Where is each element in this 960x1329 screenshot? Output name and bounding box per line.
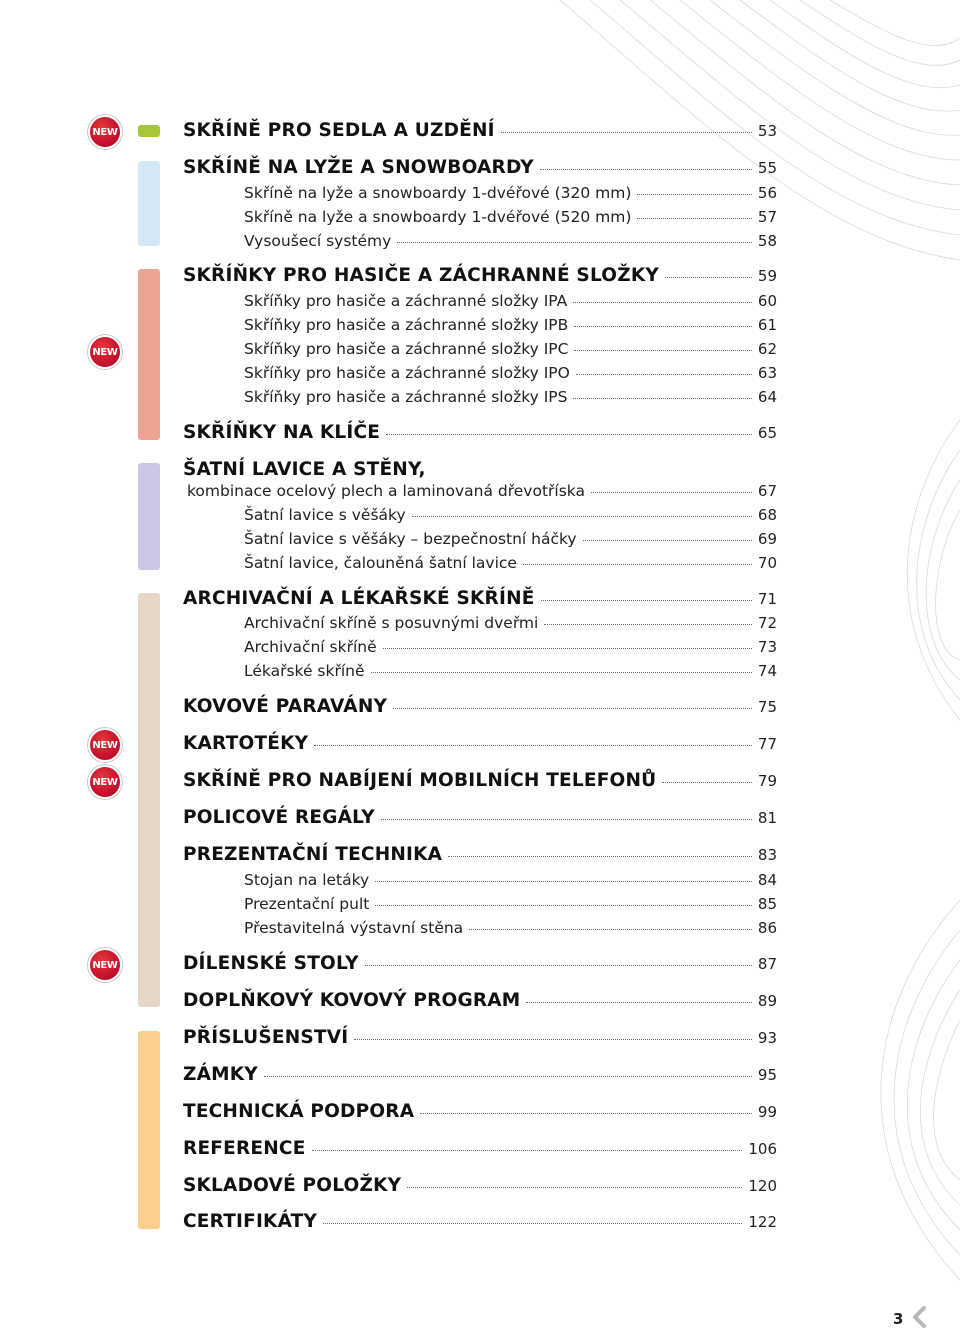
toc-title: Skříňky pro hasiče a záchranné složky IPB <box>244 316 569 334</box>
toc-subentry[interactable] <box>244 340 777 358</box>
toc-subentry[interactable] <box>244 506 777 524</box>
dot-leader <box>375 905 752 906</box>
toc-subentry[interactable] <box>244 895 777 913</box>
toc-page: 73 <box>757 638 777 656</box>
dot-leader <box>264 1076 752 1077</box>
toc-page: 65 <box>757 424 777 442</box>
toc-title: ARCHIVAČNÍ A LÉKAŘSKÉ SKŘÍNĚ <box>183 588 535 609</box>
toc-entry[interactable] <box>183 807 777 828</box>
toc-page: 70 <box>757 554 777 572</box>
toc-title: PŘÍSLUŠENSTVÍ <box>183 1027 349 1048</box>
toc-title: Šatní lavice, čalouněná šatní lavice <box>244 554 517 572</box>
dot-leader <box>573 302 752 303</box>
new-badge: NEW <box>90 117 120 147</box>
dot-leader <box>591 492 752 493</box>
dot-leader <box>665 277 752 278</box>
dot-leader <box>574 350 751 351</box>
dot-leader <box>393 708 752 709</box>
dot-leader <box>375 881 752 882</box>
toc-subentry[interactable] <box>244 364 777 382</box>
toc-entry[interactable] <box>183 422 777 443</box>
toc-entry[interactable] <box>183 733 777 754</box>
dot-leader <box>412 516 752 517</box>
toc-title: SKŘÍNĚ PRO SEDLA A UZDĚNÍ <box>183 120 495 141</box>
toc-page: 55 <box>757 159 777 177</box>
toc-title: Šatní lavice s věšáky <box>244 506 406 524</box>
toc-page: 81 <box>757 809 777 827</box>
toc-subentry[interactable] <box>244 208 777 226</box>
toc-title: SKŘÍŇKY NA KLÍČE <box>183 422 381 443</box>
toc-page: 74 <box>757 662 777 680</box>
dot-leader <box>662 782 752 783</box>
toc-title: Prezentační pult <box>244 895 370 913</box>
toc-title: Vysoušecí systémy <box>244 232 392 250</box>
toc-entry[interactable] <box>183 265 777 286</box>
toc-page: 87 <box>757 955 777 973</box>
toc-subentry[interactable] <box>244 638 777 656</box>
toc-title: Skříně na lyže a snowboardy 1-dvéřové (520 mm) <box>244 208 632 226</box>
toc-page: 93 <box>757 1029 777 1047</box>
dot-leader <box>637 218 751 219</box>
dot-leader <box>540 169 752 170</box>
dot-leader <box>573 398 751 399</box>
dot-leader <box>381 819 752 820</box>
toc-entry[interactable] <box>183 1138 777 1159</box>
dot-leader <box>576 374 752 375</box>
toc-entry[interactable] <box>183 120 777 141</box>
toc-subentry[interactable] <box>244 316 777 334</box>
toc-page: 56 <box>757 184 777 202</box>
category-bar-red <box>138 269 160 440</box>
dot-leader <box>448 856 752 857</box>
toc-page: 89 <box>757 992 777 1010</box>
toc-page: 67 <box>757 482 777 500</box>
toc-title: SKŘÍNĚ NA LYŽE A SNOWBOARDY <box>183 157 534 178</box>
toc-page: 79 <box>757 772 777 790</box>
new-badge: NEW <box>90 950 120 980</box>
toc-page: 122 <box>748 1213 777 1231</box>
toc-page: 53 <box>757 122 777 140</box>
toc-subentry[interactable] <box>244 292 777 310</box>
toc-subentry[interactable] <box>244 232 777 250</box>
toc-title: Stojan na letáky <box>244 871 370 889</box>
toc-page: 85 <box>757 895 777 913</box>
toc-entry[interactable] <box>183 1101 777 1122</box>
new-badge: NEW <box>90 767 120 797</box>
dot-leader <box>312 1150 743 1151</box>
toc-title: DÍLENSKÉ STOLY <box>183 953 359 974</box>
toc-page: 63 <box>757 364 777 382</box>
toc-page: 120 <box>748 1177 777 1195</box>
dot-leader <box>386 434 752 435</box>
toc-subentry[interactable] <box>244 554 777 572</box>
toc-page: 71 <box>757 590 777 608</box>
toc-subentry[interactable] <box>244 871 777 889</box>
toc-entry[interactable] <box>183 953 777 974</box>
toc-page: 64 <box>757 388 777 406</box>
toc-title: SKLADOVÉ POLOŽKY <box>183 1175 402 1196</box>
toc-entry[interactable] <box>183 770 777 791</box>
dot-leader <box>544 624 752 625</box>
toc-page: 99 <box>757 1103 777 1121</box>
toc-title: Skříňky pro hasiče a záchranné složky IPO <box>244 364 570 382</box>
toc-title: SKŘÍŇKY PRO HASIČE A ZÁCHRANNÉ SLOŽKY <box>183 265 659 286</box>
toc-page: 61 <box>757 316 777 334</box>
toc-page: 83 <box>757 846 777 864</box>
category-bar-blue <box>138 161 160 246</box>
category-bar-beige <box>138 593 160 1007</box>
toc-subentry[interactable] <box>244 530 777 548</box>
toc-page: 106 <box>748 1140 777 1158</box>
toc-title: TECHNICKÁ PODPORA <box>183 1101 415 1122</box>
toc-entry[interactable] <box>183 1211 777 1232</box>
dot-leader <box>583 540 752 541</box>
category-bar-purple <box>138 463 160 570</box>
category-bar-orange <box>138 1031 160 1229</box>
toc-page: 68 <box>757 506 777 524</box>
toc-entry[interactable] <box>183 696 777 717</box>
toc-title: ZÁMKY <box>183 1064 258 1085</box>
toc-subentry[interactable] <box>244 388 777 406</box>
dot-leader <box>354 1039 752 1040</box>
toc-entry[interactable] <box>183 844 777 865</box>
new-badge: NEW <box>90 337 120 367</box>
dot-leader <box>420 1113 752 1114</box>
dot-leader <box>383 648 752 649</box>
toc-entry[interactable] <box>183 1027 777 1048</box>
toc-page: 86 <box>757 919 777 937</box>
toc-title: DOPLŇKOVÝ KOVOVÝ PROGRAM <box>183 990 521 1011</box>
toc-title: SKŘÍNĚ PRO NABÍJENÍ MOBILNÍCH TELEFONŮ <box>183 770 657 791</box>
toc-page: 58 <box>757 232 777 250</box>
toc-title: CERTIFIKÁTY <box>183 1211 318 1232</box>
toc-page: 77 <box>757 735 777 753</box>
toc-title: Archivační skříně <box>244 638 377 656</box>
toc-page: 75 <box>757 698 777 716</box>
toc-title: Přestavitelná výstavní stěna <box>244 919 464 937</box>
dot-leader <box>365 965 752 966</box>
category-bar-green <box>138 125 160 137</box>
new-badge: NEW <box>90 730 120 760</box>
toc-title: Skříňky pro hasiče a záchranné složky IPC <box>244 340 569 358</box>
toc-entry[interactable] <box>183 588 777 609</box>
dot-leader <box>526 1002 752 1003</box>
dot-leader <box>501 132 752 133</box>
toc-title: KOVOVÉ PARAVÁNY <box>183 696 388 717</box>
toc-title: Šatní lavice s věšáky – bezpečnostní háčky <box>244 530 577 548</box>
toc-entry[interactable] <box>183 1175 777 1196</box>
toc-entry[interactable] <box>183 990 777 1011</box>
toc-title: Lékařské skříně <box>244 662 365 680</box>
toc-title: PREZENTAČNÍ TECHNIKA <box>183 844 443 865</box>
toc-subentry[interactable] <box>244 662 777 680</box>
toc-title: Skříně na lyže a snowboardy 1-dvéřové (320 mm) <box>244 184 632 202</box>
dot-leader <box>323 1223 742 1224</box>
dot-leader <box>397 242 752 243</box>
toc-subentry[interactable] <box>187 482 777 500</box>
dot-leader <box>469 929 752 930</box>
toc-title: Skříňky pro hasiče a záchranné složky IPA <box>244 292 568 310</box>
dot-leader <box>637 194 751 195</box>
toc-page: 62 <box>757 340 777 358</box>
dot-leader <box>541 600 752 601</box>
toc-entry[interactable] <box>183 157 777 178</box>
toc-page: 69 <box>757 530 777 548</box>
toc-page: 72 <box>757 614 777 632</box>
toc-title: Skříňky pro hasiče a záchranné složky IPS <box>244 388 568 406</box>
dot-leader <box>371 672 752 673</box>
toc-section-heading[interactable]: ŠATNÍ LAVICE A STĚNY, <box>183 459 426 480</box>
toc-title: Archivační skříně s posuvnými dveřmi <box>244 614 539 632</box>
toc-page: 60 <box>757 292 777 310</box>
toc-page: 84 <box>757 871 777 889</box>
dot-leader <box>574 326 752 327</box>
toc-page: 95 <box>757 1066 777 1084</box>
toc-subentry[interactable] <box>244 184 777 202</box>
toc-page: 57 <box>757 208 777 226</box>
dot-leader <box>314 745 752 746</box>
toc-subentry[interactable] <box>244 614 777 632</box>
toc-page: 59 <box>757 267 777 285</box>
toc-entry[interactable] <box>183 1064 777 1085</box>
toc-title: REFERENCE <box>183 1138 306 1159</box>
toc-subentry[interactable] <box>244 919 777 937</box>
dot-leader <box>523 564 752 565</box>
toc-title: kombinace ocelový plech a laminovaná dřevotříska <box>187 482 585 500</box>
page-number: 3 <box>893 1310 904 1328</box>
page-arrow-icon <box>910 1306 928 1328</box>
toc-title: POLICOVÉ REGÁLY <box>183 807 375 828</box>
dot-leader <box>407 1187 742 1188</box>
toc-title: KARTOTÉKY <box>183 733 309 754</box>
